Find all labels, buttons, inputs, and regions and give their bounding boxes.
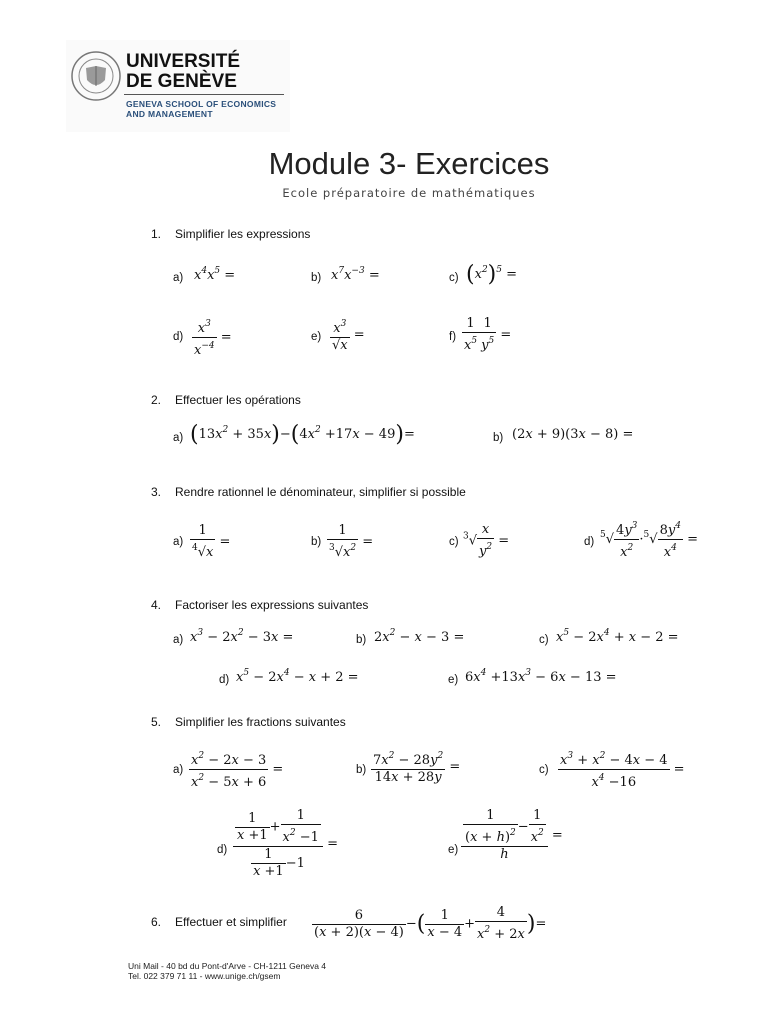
label-5b: b)	[356, 764, 367, 776]
university-logo	[66, 40, 290, 132]
label-4b: b)	[356, 634, 367, 646]
expr-1d: $\frac{x^3}{x^{-4}}$ =	[194, 319, 232, 358]
label-2b: b)	[493, 432, 504, 444]
label-3c: c)	[449, 536, 459, 548]
expr-4d: $x^5 - 2x^4 - x + 2$ =	[236, 668, 359, 685]
label-1c: c)	[449, 272, 459, 284]
section-3-heading: 3. Rendre rationnel le dénominateur, simplifier si possible	[151, 485, 466, 499]
label-2a: a)	[173, 432, 184, 444]
label-3b: b)	[311, 536, 322, 548]
label-5d: d)	[217, 844, 228, 856]
logo-divider	[124, 94, 284, 95]
section-5-heading: 5. Simplifier les fractions suivantes	[151, 715, 346, 729]
university-name: UNIVERSITÉ DE GENÈVE	[126, 51, 241, 92]
label-5a: a)	[173, 764, 184, 776]
section-1-heading: 1. Simplifier les expressions	[151, 227, 311, 241]
expr-1c: $(x^2)^5$ =	[466, 262, 518, 287]
page-subtitle: Ecole préparatoire de mathématiques	[282, 186, 536, 200]
label-4d: d)	[219, 674, 230, 686]
expr-3d: $^5$√ $\frac{4y^3}{x^2}$ ·$^5$√ $\frac{8y^4}{x^4}$ =	[600, 521, 698, 560]
expr-5e: $\frac{1}{(x + h)^2}$ − $\frac{1}{x^2}$ h =	[461, 808, 563, 863]
expr-2b: (2x + 9)(3x − 8) =	[512, 427, 634, 442]
label-4c: c)	[539, 634, 549, 646]
school-name: GENEVA SCHOOL OF ECONOMICS AND MANAGEMENT	[126, 99, 277, 119]
expr-1a: $x^4x^5$ =	[194, 266, 236, 283]
label-5c: c)	[539, 764, 549, 776]
expr-4c: $x^5 - 2x^4 + x - 2$ =	[556, 628, 679, 645]
expr-1f: $\frac{1}{x^5}$ $\frac{1}{y^5}$ =	[464, 316, 512, 353]
expr-3a: $\frac{1}{^4√x}$ =	[192, 523, 231, 560]
expr-1b: $x^7x^{-3}$ =	[331, 266, 380, 283]
label-5e: e)	[448, 844, 459, 856]
expr-3b: $\frac{1}{^3√x^2}$ =	[329, 523, 374, 560]
expr-5b: $\frac{7x^2 - 28y^2}{14x + 28y}$ =	[373, 751, 461, 785]
section-4-heading: 4. Factoriser les expressions suivantes	[151, 598, 369, 612]
university-seal-icon	[70, 50, 122, 102]
expr-6: $\frac{6}{(x + 2)(x - 4)}$ −( $\frac{1}{x - 4}$ + $\frac{4}{x^2 + 2x}$ )=	[314, 905, 547, 942]
expr-5a: $\frac{x^2 - 2x - 3}{x^2 - 5x + 6}$ =	[191, 751, 284, 790]
label-3d: d)	[584, 536, 595, 548]
label-1d: d)	[173, 331, 184, 343]
section-6-heading: 6. Effectuer et simplifier	[151, 915, 287, 929]
footer-contact-line: Tel. 022 379 71 11 - www.unige.ch/gsem	[128, 971, 281, 981]
expr-5d: $\frac{1}{x +1}$ + $\frac{1}{x^2 -1}$ $\frac{1}{x +1}$ −1 =	[233, 808, 338, 880]
expr-3c: $^3$√ $\frac{x}{y^2}$ =	[463, 522, 510, 559]
page-title: Module 3- Exercices	[268, 146, 550, 181]
label-4e: e)	[448, 674, 459, 686]
expr-2a: $(13x^2 + 35x)-(4x^2 +17x - 49)=$	[190, 422, 415, 447]
label-1b: b)	[311, 272, 322, 284]
expr-4b: $2x^2 - x - 3$ =	[374, 628, 465, 645]
section-2-heading: 2. Effectuer les opérations	[151, 393, 301, 407]
label-1e: e)	[311, 331, 322, 343]
expr-1e: $\frac{x^3}{√x}$ =	[332, 319, 365, 353]
label-4a: a)	[173, 634, 184, 646]
label-1f: f)	[449, 331, 457, 343]
expr-4e: $6x^4 +13x^3 - 6x - 13$ =	[465, 668, 617, 685]
expr-5c: $\frac{x^3 + x^2 - 4x - 4}{x^4 -16}$ =	[560, 751, 685, 790]
label-1a: a)	[173, 272, 184, 284]
expr-4a: $x^3 - 2x^2 - 3x$ =	[190, 628, 294, 645]
footer-address	[128, 961, 326, 981]
footer-address-line: Uni Mail - 40 bd du Pont-d'Arve - CH-1211 Geneva 4	[128, 961, 327, 971]
label-3a: a)	[173, 536, 184, 548]
